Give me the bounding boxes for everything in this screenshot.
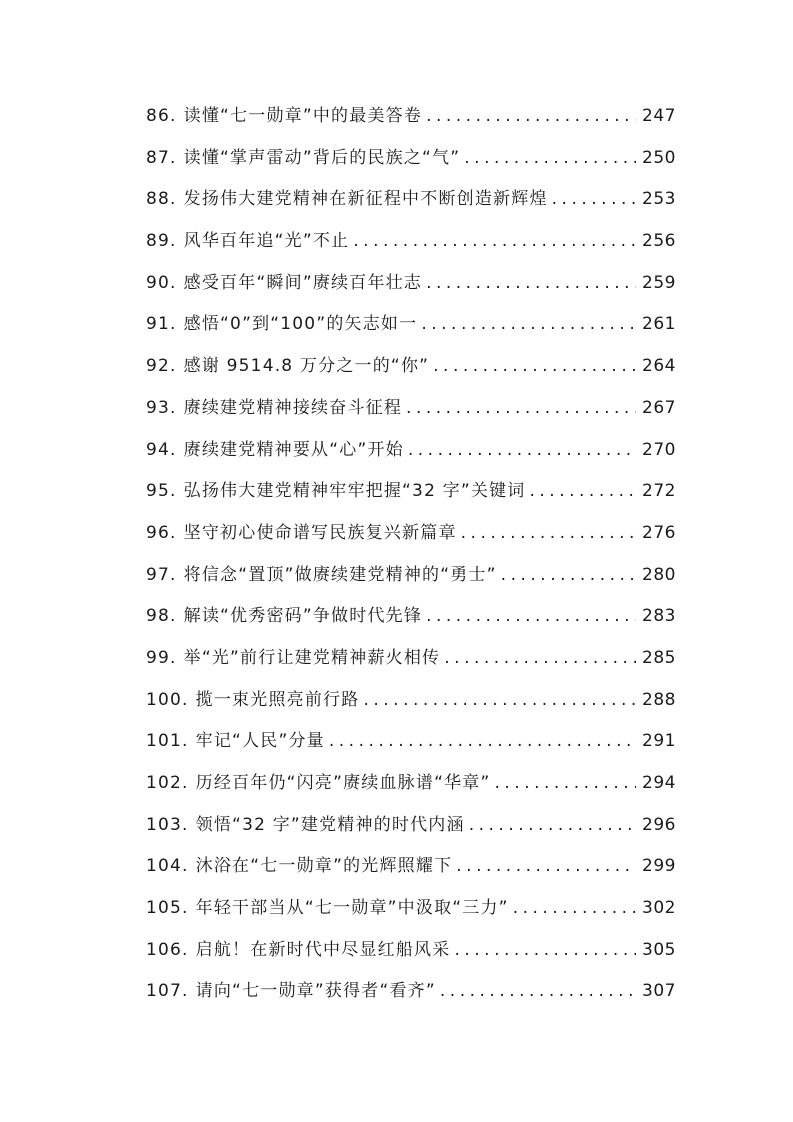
toc-entry [146, 971, 676, 1013]
toc-entry-number: 90. [146, 272, 177, 293]
toc-dot-leader [513, 888, 636, 930]
toc-entry [146, 179, 676, 221]
toc-dot-leader [454, 930, 636, 972]
toc-entry-number: 87. [146, 147, 177, 168]
toc-dot-leader [421, 304, 636, 346]
toc-dot-leader [406, 388, 636, 430]
toc-entry-title: 历经百年仍“闪亮”赓续血脉谱“华章” [195, 773, 491, 793]
toc-entry-page-number: 280 [642, 564, 676, 585]
toc-dot-leader [530, 471, 637, 513]
toc-entry-number: 107. [146, 981, 189, 1002]
toc-entry-page-number: 267 [642, 397, 676, 418]
toc-entry-number: 106. [146, 939, 189, 960]
toc-entry-page-number: 307 [642, 981, 676, 1002]
toc-entry [146, 805, 676, 847]
toc-entry [146, 555, 676, 597]
toc-entry-number: 93. [146, 397, 177, 418]
toc-entry [146, 304, 676, 346]
toc-entry-page-number: 259 [642, 272, 676, 293]
toc-entry [146, 388, 676, 430]
toc-entry [146, 471, 676, 513]
toc-entry-page-number: 283 [642, 606, 676, 627]
toc-entry-page-number: 272 [642, 481, 676, 502]
toc-entry-number: 104. [146, 856, 189, 877]
toc-entry-title: 赓续建党精神要从“心”开始 [183, 439, 404, 460]
toc-entry-number: 89. [146, 231, 177, 252]
toc-entry-page-number: 294 [642, 773, 676, 793]
toc-entry-title: 将信念“置顶”做赓续建党精神的“勇士” [183, 564, 497, 585]
toc-dot-leader [426, 263, 636, 305]
toc-entry-number: 88. [146, 189, 177, 210]
toc-entry-number: 97. [146, 564, 177, 585]
toc-dot-leader [426, 96, 636, 138]
toc-entry-title: 发扬伟大建党精神在新征程中不断创造新辉煌 [183, 189, 548, 210]
toc-dot-leader [363, 680, 636, 722]
toc-entry-page-number: 270 [642, 439, 676, 460]
toc-dot-leader [464, 138, 636, 180]
toc-entry [146, 721, 676, 763]
toc-entry-title: 读懂“掌声雷动”背后的民族之“气” [183, 147, 461, 168]
toc-entry-title: 风华百年追“光”不止 [183, 231, 350, 252]
toc-entry-number: 103. [146, 814, 189, 835]
toc-entry-title: 感悟“0”到“100”的矢志如一 [183, 314, 418, 335]
toc-entry-number: 94. [146, 439, 177, 460]
toc-entry-number: 86. [146, 106, 177, 126]
toc-entry-page-number: 253 [642, 189, 676, 210]
toc-entry [146, 680, 676, 722]
toc-entry-title: 沐浴在“七一勋章”的光辉照耀下 [195, 856, 453, 877]
toc-entry-number: 92. [146, 356, 177, 377]
toc-entry [146, 96, 676, 138]
toc-dot-leader [501, 555, 636, 597]
toc-entry [146, 430, 676, 472]
toc-dot-leader [469, 805, 636, 847]
table-of-contents [146, 96, 676, 1013]
toc-entry-title: 解读“优秀密码”争做时代先锋 [183, 606, 423, 627]
toc-entry-page-number: 302 [642, 898, 676, 919]
toc-entry-title: 感谢 9514.8 万分之一的“你” [183, 356, 430, 377]
toc-entry-title: 弘扬伟大建党精神牢牢把握“32 字”关键词 [183, 481, 526, 502]
toc-dot-leader [444, 638, 636, 680]
toc-entry [146, 138, 676, 180]
toc-dot-leader [408, 430, 636, 472]
toc-entry-title: 举“光”前行让建党精神薪火相传 [183, 647, 441, 668]
toc-entry-title: 读懂“七一勋章”中的最美答卷 [183, 106, 423, 126]
toc-entry-title: 感受百年“瞬间”赓续百年壮志 [183, 272, 423, 293]
toc-entry [146, 888, 676, 930]
toc-entry-title: 启航！在新时代中尽显红船风采 [195, 939, 451, 960]
toc-entry [146, 596, 676, 638]
toc-entry-page-number: 285 [642, 647, 676, 668]
toc-dot-leader [494, 763, 636, 805]
toc-dot-leader [440, 971, 636, 1013]
toc-dot-leader [426, 596, 636, 638]
toc-entry-number: 96. [146, 522, 177, 543]
toc-entry-page-number: 261 [642, 314, 676, 335]
toc-entry-number: 105. [146, 898, 189, 919]
toc-entry-number: 101. [146, 731, 189, 752]
toc-entry [146, 221, 676, 263]
toc-entry-title: 牢记“人民”分量 [195, 731, 325, 752]
toc-entry-page-number: 276 [642, 522, 676, 543]
toc-entry-page-number: 296 [642, 814, 676, 835]
toc-entry-page-number: 288 [642, 689, 676, 710]
toc-entry-page-number: 247 [642, 106, 676, 126]
toc-entry-number: 95. [146, 481, 177, 502]
toc-entry-page-number: 250 [642, 147, 676, 168]
toc-entry-title: 请向“七一勋章”获得者“看齐” [195, 981, 436, 1002]
toc-entry-number: 99. [146, 647, 177, 668]
toc-entry [146, 930, 676, 972]
toc-dot-leader [329, 721, 636, 763]
toc-dot-leader [552, 179, 636, 221]
toc-entry-page-number: 256 [642, 231, 676, 252]
toc-entry [146, 263, 676, 305]
toc-dot-leader [433, 346, 636, 388]
toc-entry [146, 846, 676, 888]
toc-entry [146, 346, 676, 388]
toc-entry-page-number: 299 [642, 856, 676, 877]
toc-entry-number: 91. [146, 314, 177, 335]
toc-entry-page-number: 305 [642, 939, 676, 960]
toc-entry-number: 100. [146, 689, 189, 710]
toc-dot-leader [353, 221, 636, 263]
toc-entry-number: 98. [146, 606, 177, 627]
toc-entry-page-number: 291 [642, 731, 676, 752]
toc-entry-number: 102. [146, 773, 189, 793]
toc-entry-title: 揽一束光照亮前行路 [195, 689, 360, 710]
toc-dot-leader [456, 846, 636, 888]
toc-entry [146, 638, 676, 680]
toc-dot-leader [461, 513, 636, 555]
toc-entry-title: 赓续建党精神接续奋斗征程 [183, 397, 403, 418]
toc-entry-title: 坚守初心使命谱写民族复兴新篇章 [183, 522, 457, 543]
toc-entry-title: 年轻干部当从“七一勋章”中汲取“三力” [195, 898, 509, 919]
toc-entry [146, 513, 676, 555]
toc-entry-page-number: 264 [642, 356, 676, 377]
toc-entry [146, 763, 676, 805]
toc-entry-title: 领悟“32 字”建党精神的时代内涵 [195, 814, 465, 835]
